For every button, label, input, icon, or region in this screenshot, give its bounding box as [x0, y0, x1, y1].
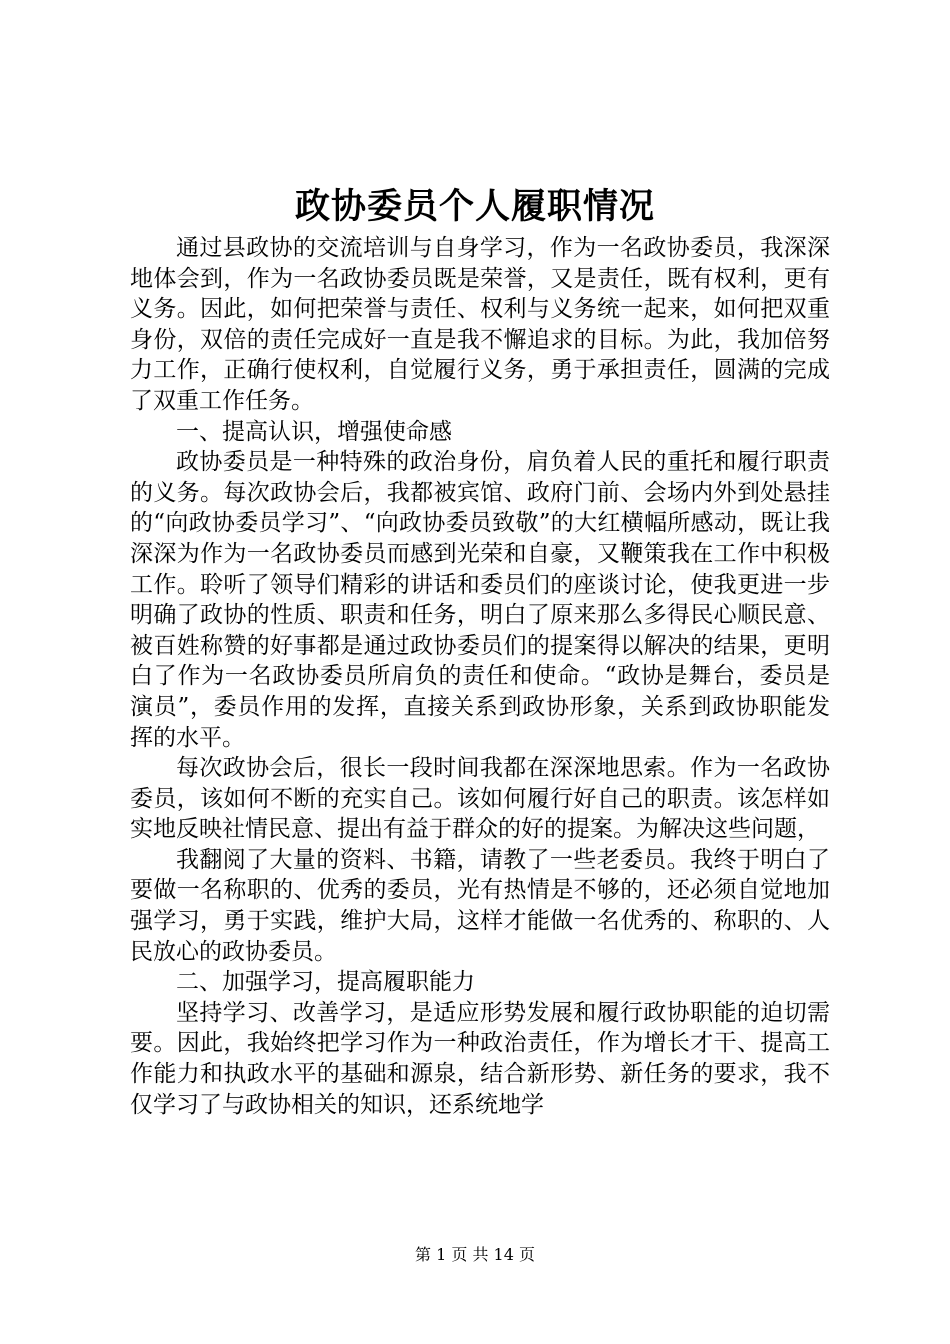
section-heading-2: 二、加强学习，提高履职能力 [176, 969, 475, 996]
paragraph-section1-c: 我翻阅了大量的资料、书籍，请教了一些老委员。我终于明白了要做一名称职的、优秀的委员，光有热情是不够的，还必须自觉地加强学习，勇于实践，维护大局，这样才能做一名优秀的、称职的、人民放心的政协委员。 [130, 846, 830, 965]
paragraph-section1-a: 政协委员是一种特殊的政治身份，肩负着人民的重托和履行职责的义务。每次政协会后，我都被宾馆、政府门前、会场内外到处悬挂的“向政协委员学习”、“向政协委员致敬”的大红横幅所感动，既让我深深为作为一名政协委员而感到光荣和自豪，又鞭策我在工作中积极工作。聆听了领导们精彩的讲话和委员们的座谈讨论，使我更进一步明确了政协的性质、职责和任务，明白了原来那么多得民心顺民意、被百姓称赞的好事都是通过政协委员们的提案得以解决的结果，更明白了作为一名政协委员所肩负的责任和使命。“政协是舞台，委员是演员”，委员作用的发挥，直接关系到政协形象，关系到政协职能发挥的水平。 [130, 449, 830, 751]
document-title: 政协委员个人履职情况 [294, 186, 655, 227]
paragraph-section1-b: 每次政协会后，很长一段时间我都在深深地思索。作为一名政协委员，该如何不断的充实自己。该如何履行好自己的职责。该怎样如实地反映社情民意、提出有益于群众的好的提案。为解决这些问题， [130, 755, 830, 843]
section-heading-1: 一、提高认识，增强使命感 [176, 418, 452, 445]
page-footer: 第 1 页 共 14 页 [415, 1245, 535, 1264]
paragraph-section2-a: 坚持学习、改善学习，是适应形势发展和履行政协职能的迫切需要。因此，我始终把学习作为一种政治责任，作为增长才干、提高工作能力和执政水平的基础和源泉，结合新形势、新任务的要求，我不仅学习了与政协相关的知识，还系统地学 [130, 999, 830, 1118]
document-body [130, 233, 830, 1120]
paragraph-intro: 通过县政协的交流培训与自身学习，作为一名政协委员，我深深地体会到，作为一名政协委员既是荣誉，又是责任，既有权利，更有义务。因此，如何把荣誉与责任、权利与义务统一起来，如何把双重身份，双倍的责任完成好一直是我不懈追求的目标。为此，我加倍努力工作，正确行使权利，自觉履行义务，勇于承担责任，圆满的完成了双重工作任务。 [130, 235, 830, 414]
